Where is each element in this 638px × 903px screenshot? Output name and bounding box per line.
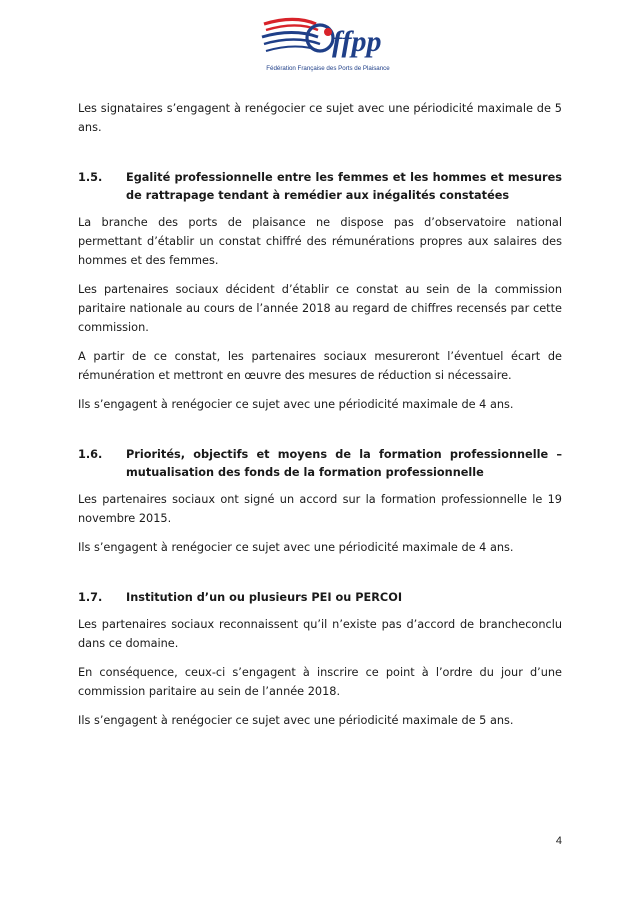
section-heading-1-6: [78, 446, 562, 482]
section-title: Egalité professionnelle entre les femmes et les hommes et mesures de rattrapage tendant à remédier aux inégalités constatées: [126, 171, 562, 202]
section-heading-1-7: [78, 589, 562, 607]
spacer: [78, 567, 562, 589]
paragraph: Les partenaires sociaux reconnaissent qu’il n’existe pas d’accord de brancheconclu dans ce domaine.: [78, 618, 562, 650]
section-number: 1.7.: [78, 591, 103, 604]
document-body: [78, 99, 562, 740]
section-title: Institution d’un ou plusieurs PEI ou PERCOI: [126, 591, 403, 604]
logo-caption: Fédération Française des Ports de Plaisance: [266, 65, 390, 72]
paragraph: A partir de ce constat, les partenaires sociaux mesureront l’éventuel écart de rémunération et mettront en œuvre des mesures de réduction si nécessaire.: [78, 350, 562, 382]
ffpp-logo: [258, 14, 398, 76]
paragraph: Les partenaires sociaux ont signé un accord sur la formation professionnelle le 19 novembre 2015.: [78, 493, 562, 525]
paragraph: Les partenaires sociaux décident d’établir ce constat au sein de la commission paritaire nationale au cours de l’année 2018 au regard de chiffres recensés par cette commission.: [78, 283, 562, 334]
section-heading-1-5: [78, 169, 562, 205]
intro-paragraph: Les signataires s’engagent à renégocier ce sujet avec une périodicité maximale de 5 ans.: [78, 102, 562, 134]
spacer: [78, 147, 562, 169]
paragraph: Ils s’engagent à renégocier ce sujet avec une périodicité maximale de 5 ans.: [78, 714, 514, 727]
paragraph: En conséquence, ceux-ci s’engagent à inscrire ce point à l’ordre du jour d’une commission paritaire au sein de l’année 2018.: [78, 666, 562, 698]
section-number: 1.6.: [78, 448, 103, 461]
page-number: 4: [555, 835, 562, 847]
section-number: 1.5.: [78, 171, 103, 184]
paragraph: Ils s’engagent à renégocier ce sujet avec une périodicité maximale de 4 ans.: [78, 398, 514, 411]
section-title: Priorités, objectifs et moyens de la formation professionnelle – mutualisation des fonds de la formation professionnelle: [126, 448, 562, 479]
paragraph: La branche des ports de plaisance ne dispose pas d’observatoire national permettant d’établir un constat chiffré des rémunérations propres aux salaires des hommes et des femmes.: [78, 216, 562, 267]
ffpp-logo-graphic: [258, 14, 398, 66]
spacer: [78, 424, 562, 446]
paragraph: Ils s’engagent à renégocier ce sujet avec une périodicité maximale de 4 ans.: [78, 541, 514, 554]
logo-wordmark: ffpp: [332, 25, 382, 58]
